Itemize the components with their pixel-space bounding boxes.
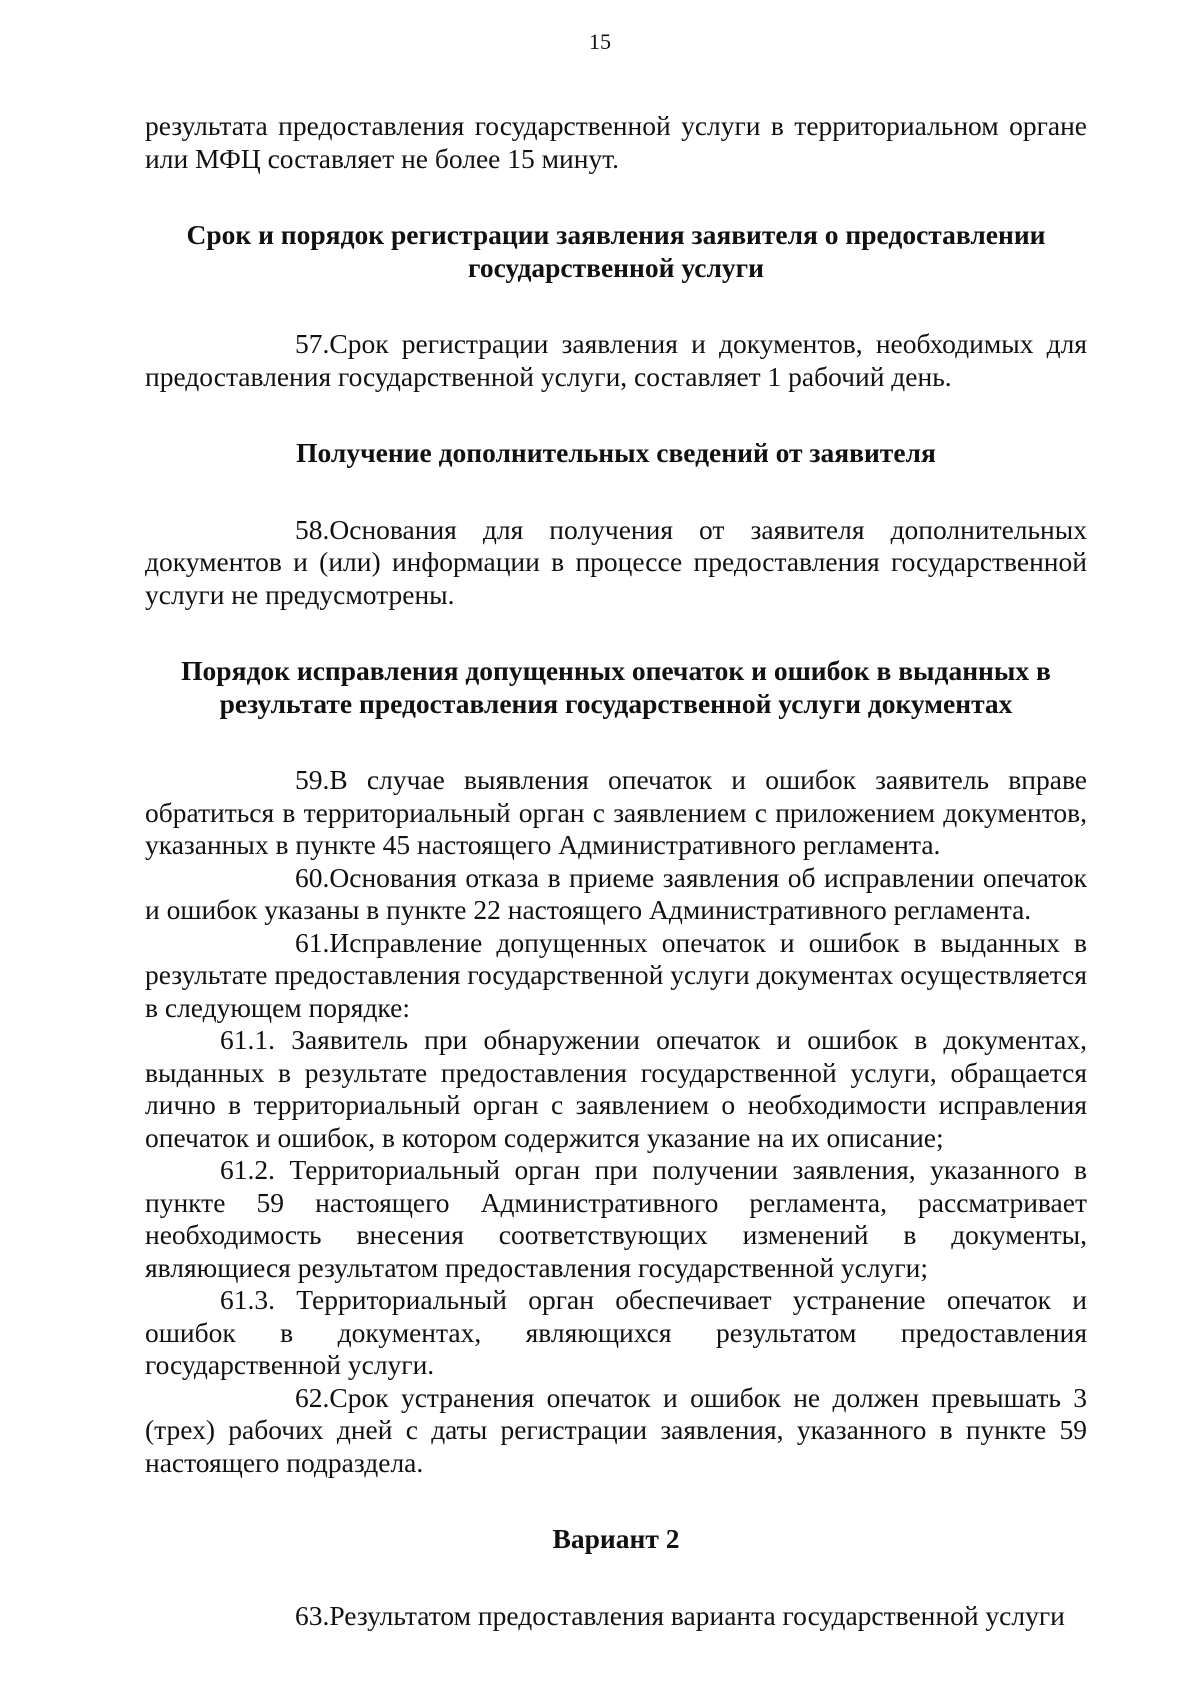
- paragraph-number: 61.: [295, 926, 330, 958]
- paragraph-number: 61.2.: [220, 1154, 275, 1185]
- paragraph-61-3: [145, 1284, 1087, 1382]
- paragraph-number: 62.: [295, 1381, 330, 1413]
- paragraph-text: Заявитель при обнаружении опечаток и ошибок в документах, выданных в результате предоставления государственной услуги, обращается лично в территориальный орган с заявлением о необходимости исправления опечаток и ошибок, в котором содержится указание на их описание;: [145, 1024, 1088, 1153]
- paragraph-text: Срок устранения опечаток и ошибок не должен превышать 3 (трех) рабочих дней с даты регистрации заявления, указанного в пункте 59 настоящего подраздела.: [145, 1381, 1087, 1478]
- paragraph-text: Территориальный орган обеспечивает устранение опечаток и ошибок в документах, являющихся результатом предоставления государственной услуги.: [145, 1284, 1087, 1380]
- paragraph-60: [145, 862, 1087, 927]
- paragraph-text: В случае выявления опечаток и ошибок заявитель вправе обратиться в территориальный орган с заявлением с приложением документов, указанных в пункте 45 настоящего Административного регламента.: [145, 764, 1087, 860]
- section-heading-registration: Срок и порядок регистрации заявления заявителя о предоставлении государственной услуги: [186, 219, 1046, 283]
- paragraph-63: [145, 1600, 1087, 1633]
- paragraph-text: Результатом предоставления варианта государственной услуги: [329, 1599, 1065, 1631]
- paragraph-58: [145, 514, 1087, 612]
- paragraph-number: 60.: [295, 861, 330, 893]
- paragraph-text: Исправление допущенных опечаток и ошибок в выданных в результате предоставления государственной услуги документах осуществляется в следующем порядке:: [145, 926, 1087, 1023]
- page-number: 15: [589, 29, 611, 54]
- paragraph-number: 61.3.: [220, 1284, 275, 1315]
- section-heading-additional-info: Получение дополнительных сведений от заявителя: [296, 437, 936, 468]
- paragraph-62: [145, 1382, 1087, 1480]
- paragraph-number: 63.: [295, 1599, 330, 1631]
- paragraph-61-2: [145, 1154, 1087, 1284]
- paragraph-number: 58.: [295, 513, 330, 545]
- paragraph-57: [145, 328, 1087, 393]
- paragraph-59: [145, 764, 1087, 862]
- paragraph-61-1: [145, 1024, 1087, 1154]
- paragraph-text: Территориальный орган при получении заявления, указанного в пункте 59 настоящего Административного регламента, рассматривает необходимость внесения соответствующих изменений в документы, являющиеся результатом предоставления государственной услуги;: [145, 1154, 1088, 1283]
- paragraph-text: Основания отказа в приеме заявления об исправлении опечаток и ошибок указаны в пункте 22 настоящего Административного регламента.: [145, 861, 1087, 925]
- paragraph-number: 61.1.: [220, 1024, 275, 1055]
- paragraph-number: 57.: [295, 328, 330, 359]
- section-heading-variant-2: Вариант 2: [552, 1523, 680, 1554]
- paragraph-text: Основания для получения от заявителя дополнительных документов и (или) информации в процессе предоставления государственной услуги не предусмотрены.: [145, 513, 1087, 610]
- document-body: [145, 110, 1087, 1632]
- paragraph-text: Срок регистрации заявления и документов, необходимых для предоставления государственной услуги, составляет 1 рабочий день.: [145, 328, 1087, 392]
- paragraph-61: [145, 927, 1087, 1025]
- paragraph-number: 59.: [295, 764, 330, 795]
- intro-paragraph: результата предоставления государственной услуги в территориальном органе или МФЦ составляет не более 15 минут.: [145, 110, 1087, 174]
- section-heading-corrections: Порядок исправления допущенных опечаток и ошибок в выданных в результате предоставления государственной услуги документах: [181, 655, 1051, 719]
